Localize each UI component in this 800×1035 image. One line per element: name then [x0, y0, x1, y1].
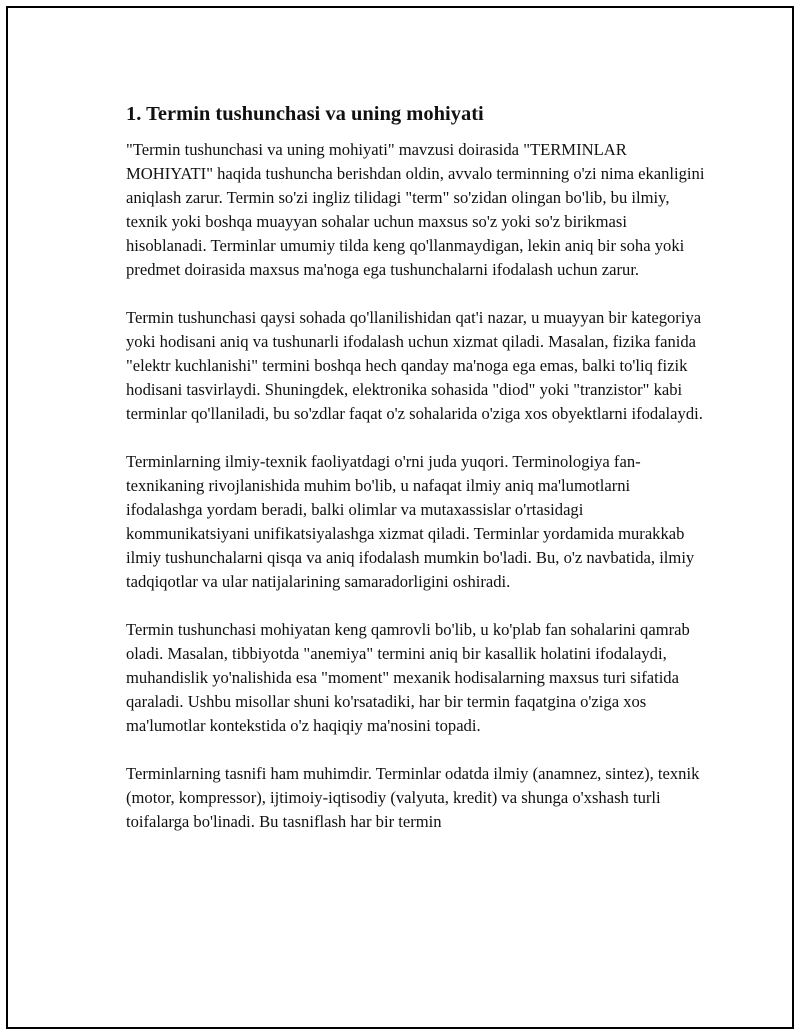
paragraph-3: Terminlarning ilmiy-texnik faoliyatdagi o'rni juda yuqori. Terminologiya fan-texnikaning rivojlanishida muhim bo'lib, u nafaqat ilmiy aniq ma'lumotlarni ifodalashga yordam beradi, balki olimlar va mutaxassislar o'rtasidagi kommunikatsiyani unifikatsiyalashga xizmat qiladi. Terminlar yordamida murakkab ilmiy tushunchalarni qisqa va aniq ifodalash mumkin bo'ladi. Bu, o'z navbatida, ilmiy tadqiqotlar va ular natijalarining samaradorligini oshiradi. [126, 452, 695, 591]
paragraph-2: Termin tushunchasi qaysi sohada qo'llanilishidan qat'i nazar, u muayyan bir kategoriya yoki hodisani aniq va tushunarli ifodalash uchun xizmat qiladi. Masalan, fizika fanida "elektr kuchlanishi" termini boshqa hech qanday ma'noga ega emas, balki to'liq fizik hodisani tasvirlaydi. Shuningdek, elektronika sohasida "diod" yoki "tranzistor" kabi terminlar qo'llaniladi, bu so'zdlar faqat o'z sohalarida o'ziga xos obyektlarni ifodalaydi. [126, 308, 703, 423]
document-body [126, 100, 706, 858]
paragraph-5: Terminlarning tasnifi ham muhimdir. Terminlar odatda ilmiy (anamnez, sintez), texnik (motor, kompressor), ijtimoiy-iqtisodiy (valyuta, kredit) va shunga o'xshash turli toifalarga bo'linadi. Bu tasniflash har bir termin [126, 764, 700, 831]
section-heading: 1. Termin tushunchasi va uning mohiyati [126, 103, 484, 125]
paragraph-1: "Termin tushunchasi va uning mohiyati" mavzusi doirasida "TERMINLAR MOHIYATI" haqida tushuncha berishdan oldin, avvalo terminning o'zi nima ekanligini aniqlash zarur. Termin so'zi ingliz tilidagi "term" so'zidan olingan bo'lib, bu ilmiy, texnik yoki boshqa muayyan sohalar uchun maxsus so'z yoki so'z birikmasi hisoblanadi. Terminlar umumiy tilda keng qo'llanmaydigan, lekin aniq bir soha yoki predmet doirasida maxsus ma'noga ega tushunchalarni ifodalash uchun zarur. [126, 140, 705, 279]
paragraph-4: Termin tushunchasi mohiyatan keng qamrovli bo'lib, u ko'plab fan sohalarini qamrab oladi. Masalan, tibbiyotda "anemiya" termini aniq bir kasallik holatini ifodalaydi, muhandislik yo'nalishida esa "moment" mexanik hodisalarning maxsus turi sifatida qaraladi. Ushbu misollar shuni ko'rsatadiki, har bir termin faqatgina o'ziga xos ma'lumotlar kontekstida o'z haqiqiy ma'nosini topadi. [126, 620, 690, 735]
document-page [6, 6, 794, 1029]
